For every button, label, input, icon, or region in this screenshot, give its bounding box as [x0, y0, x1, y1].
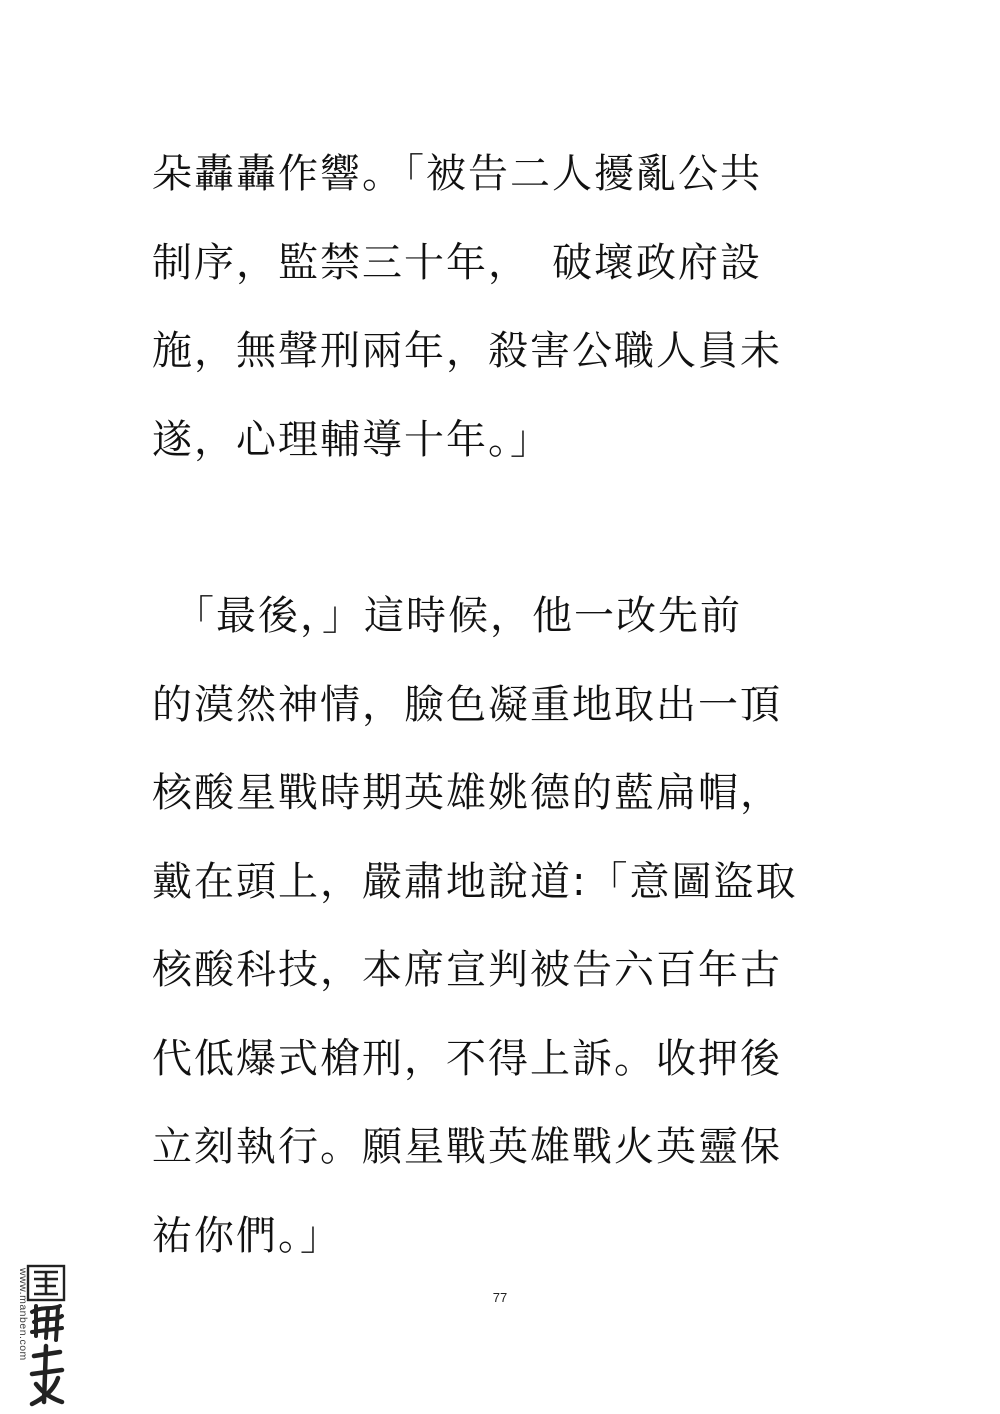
text-line: 「最後，」這時候，他一改先前	[152, 593, 742, 639]
text-line: 核酸科技，本席宣判被告六百年古	[152, 947, 782, 993]
text-line: 遂，心理輔導十年。」	[152, 416, 552, 463]
paragraph-gap	[152, 484, 852, 572]
paragraph-1	[152, 130, 852, 484]
text-line: 朵轟轟作響。「被告二人擾亂公共	[152, 151, 762, 197]
text-line: 祐你們。」	[152, 1212, 342, 1259]
text-line: 施，無聲刑兩年，殺害公職人員未	[152, 328, 782, 374]
text-line: 核酸星戰時期英雄姚德的藍扁帽，	[152, 770, 782, 816]
paragraph-2	[152, 572, 852, 1280]
page-number: 77	[492, 1290, 508, 1305]
text-line: 制序，監禁三十年， 破壞政府設	[152, 239, 762, 286]
text-body	[152, 130, 852, 1280]
text-line: 的漠然神情，臉色凝重地取出一頂	[152, 681, 782, 728]
manben-logo-icon	[6, 1262, 68, 1408]
watermark-url: www.manben.com	[17, 1268, 29, 1361]
text-line: 戴在頭上，嚴肅地說道:「意圖盜取	[152, 858, 798, 905]
text-line: 代低爆式槍刑，不得上訴。收押後	[152, 1035, 782, 1082]
text-line: 立刻執行。願星戰英雄戰火英靈保	[152, 1124, 782, 1170]
